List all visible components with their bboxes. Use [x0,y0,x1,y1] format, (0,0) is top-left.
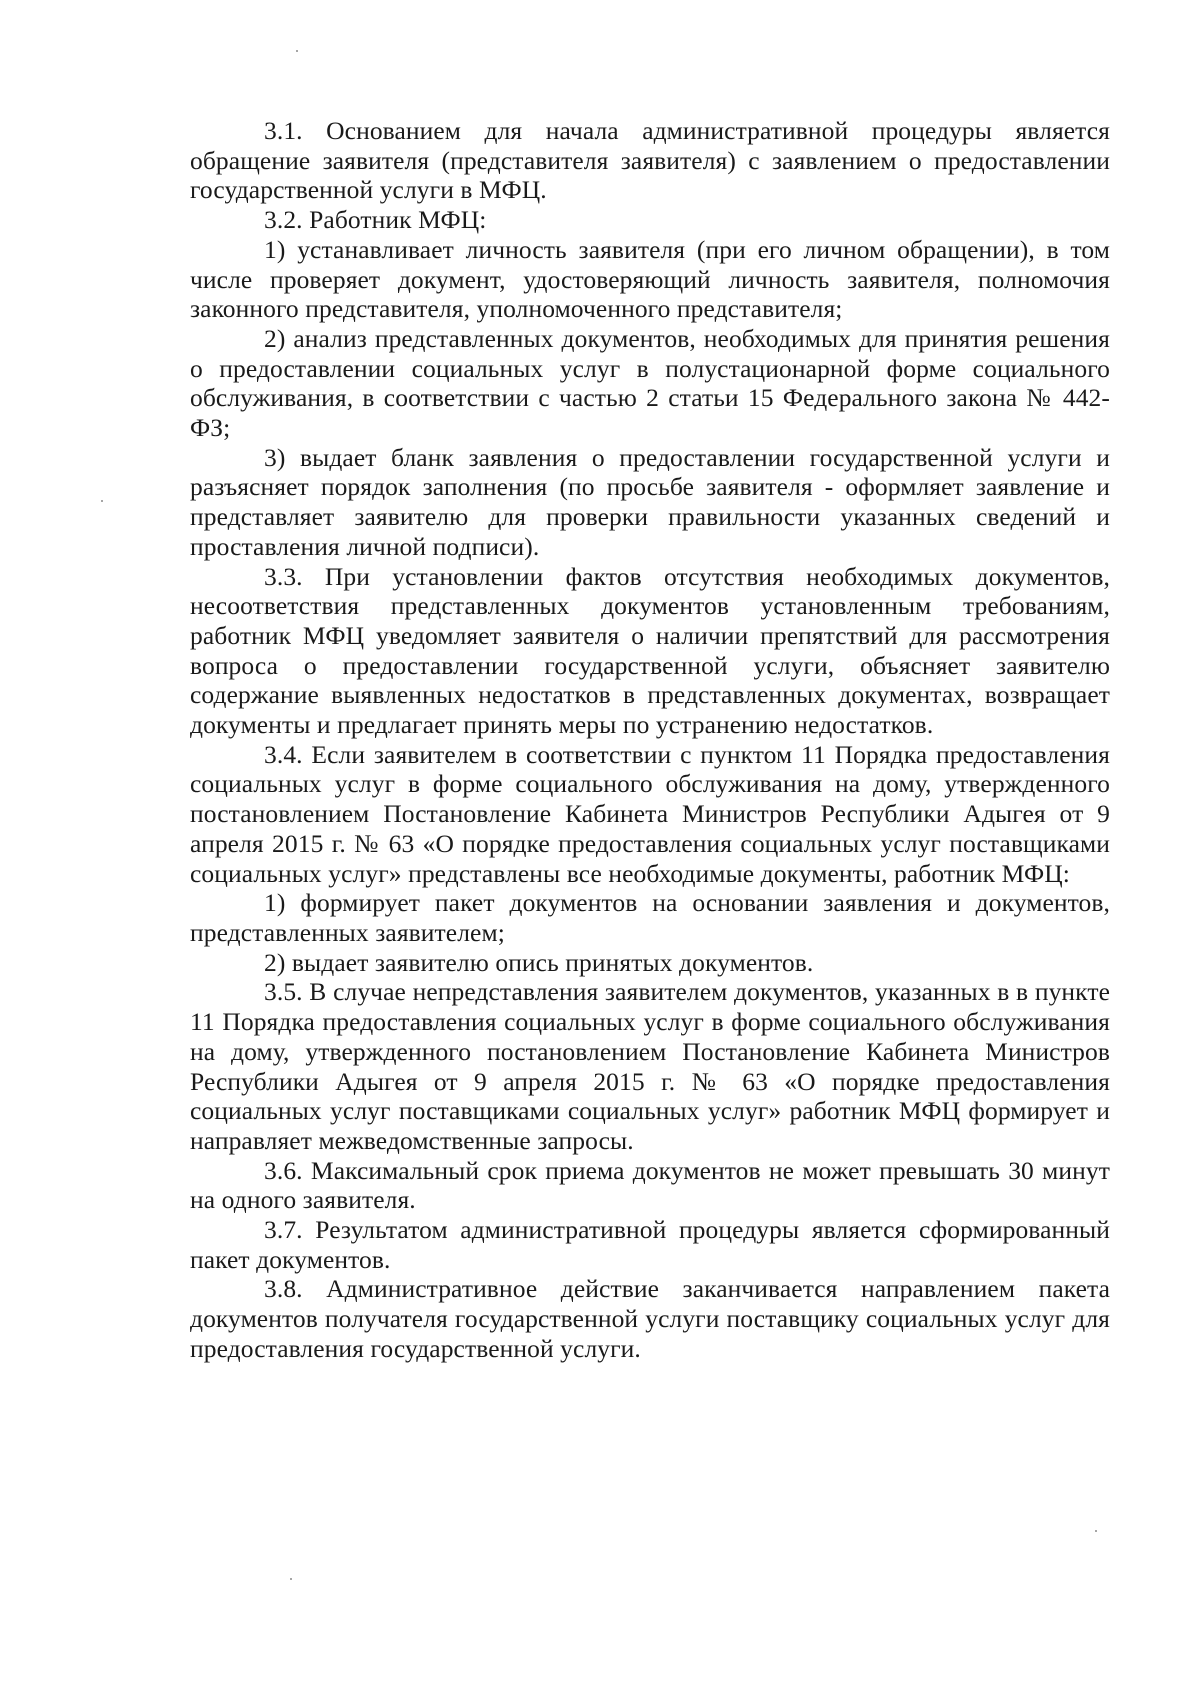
scan-speck [296,50,298,52]
document-body [190,116,1110,1364]
list-item-2: 2) выдает заявителю опись принятых документов. [264,947,814,977]
paragraph-3-5: 3.5. В случае непредставления заявителем документов, указанных в в пункте 11 Порядка предоставления социальных услуг в форме социального обслуживания на дому, утвержденного постановлением Постановление Кабинета Министров Республики Адыгея от 9 апреля 2015 г. № 63 «О порядке предоставления социальных услуг поставщиками социальных услуг» работник МФЦ формирует и направляет межведомственные запросы. [190,977,1110,1155]
paragraph-3-3: 3.3. При установлении фактов отсутствия необходимых документов, несоответствия представленных документов установленным требованиям, работник МФЦ уведомляет заявителя о наличии препятствий для рассмотрения вопроса о предоставлении государственной услуги, объясняет заявителю содержание выявленных недостатков в представленных документах, возвращает документы и предлагает принять меры по устранению недостатков. [190,561,1110,740]
paragraph-3-7: 3.7. Результатом административной процедуры является сформированный пакет документов. [190,1215,1110,1274]
paragraph-3-1: 3.1. Основанием для начала административной процедуры является обращение заявителя (представителя заявителя) с заявлением о предоставлении государственной услуги в МФЦ. [190,116,1110,205]
list-item-3: 3) выдает бланк заявления о предоставлении государственной услуги и разъясняет порядок заполнения (по просьбе заявителя - оформляет заявление и представляет заявителю для проверки правильности указанных сведений и проставления личной подписи). [190,442,1110,561]
list-item-1: 1) формирует пакет документов на основании заявления и документов, представленных заявителем; [190,888,1110,947]
paragraph-3-8: 3.8. Административное действие заканчивается направлением пакета документов получателя государственной услуги поставщику социальных услуг для предоставления государственной услуги. [190,1274,1110,1363]
paragraph-3-6: 3.6. Максимальный срок приема документов не может превышать 30 минут на одного заявителя. [190,1155,1110,1215]
list-item-2: 2) анализ представленных документов, необходимых для принятия решения о предоставлении социальных услуг в полустационарной форме социального обслуживания, в соответствии с частью 2 статьи 15 Федерального закона № 442-ФЗ; [190,323,1110,443]
scan-speck [1095,1530,1097,1532]
list-item-1: 1) устанавливает личность заявителя (при его личном обращении), в том числе проверяет документ, удостоверяющий личность заявителя, полномочия законного представителя, уполномоченного представителя; [190,234,1110,324]
scan-speck [290,1578,292,1580]
scan-speck [101,500,103,502]
paragraph-3-2: 3.2. Работник МФЦ: [264,205,487,235]
paragraph-3-4: 3.4. Если заявителем в соответствии с пунктом 11 Порядка предоставления социальных услуг в форме социального обслуживания на дому, утвержденного постановлением Постановление Кабинета Министров Республики Адыгея от 9 апреля 2015 г. № 63 «О порядке предоставления социальных услуг поставщиками социальных услуг» представлены все необходимые документы, работник МФЦ: [190,739,1110,888]
